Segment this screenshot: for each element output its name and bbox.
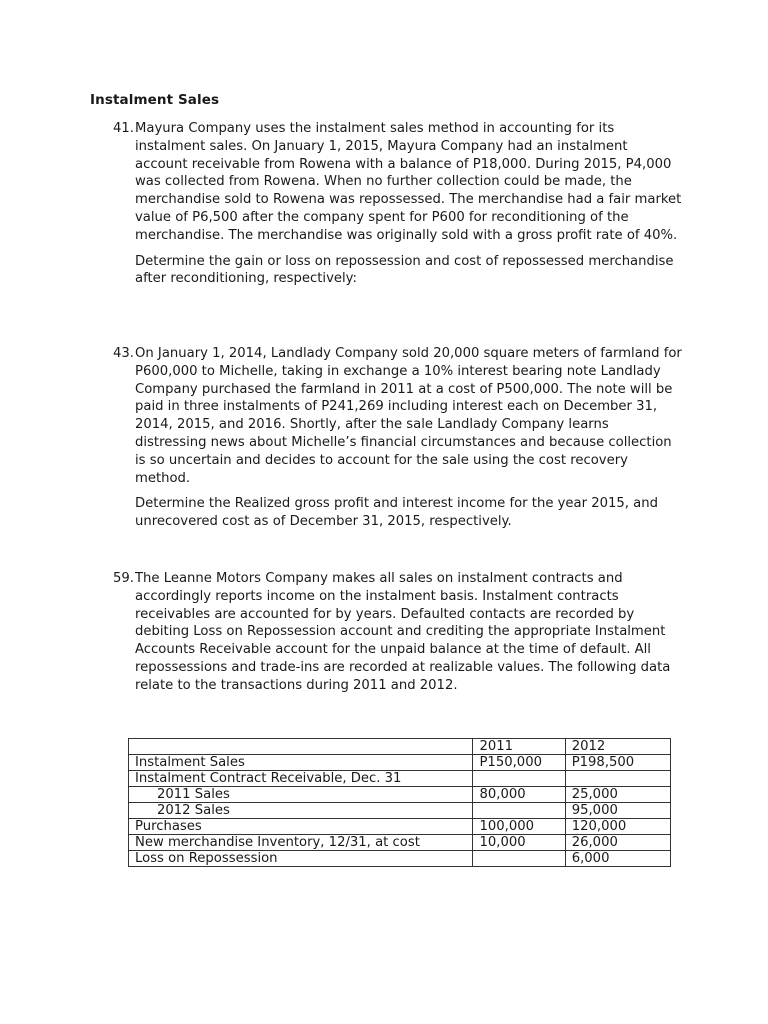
table-header-row [129, 739, 671, 755]
table-cell [473, 771, 565, 787]
table-cell: New merchandise Inventory, 12/31, at cost [129, 835, 473, 851]
problem-41 [113, 120, 683, 288]
table-cell: 6,000 [565, 851, 670, 867]
table-cell [565, 771, 670, 787]
table-cell: 25,000 [565, 787, 670, 803]
table-cell: 10,000 [473, 835, 565, 851]
problem-body: Mayura Company uses the instalment sales method in accounting for its instalment sales. On January 1, 2015, Mayura Company had an instalment account receivable from Rowena with a balance of P18,000. During 2015, P4,000 was collected from Rowena. When no further collection could be made, the merchandise sold to Rowena was repossessed. The merchandise had a fair market value of P6,500 after the company spent for P600 for reconditioning of the merchandise. The merchandise was originally sold with a gross profit rate of 40%. [135, 121, 682, 243]
table-cell: 80,000 [473, 787, 565, 803]
problem-number: 41. [113, 121, 134, 136]
table-cell: 120,000 [565, 819, 670, 835]
table-cell: 2011 [473, 739, 565, 755]
table-cell: 95,000 [565, 803, 670, 819]
table-cell: P198,500 [565, 755, 670, 771]
table-cell: Purchases [129, 819, 473, 835]
section-heading: Instalment Sales [90, 92, 220, 108]
table-cell [473, 851, 565, 867]
table-row [129, 787, 671, 803]
table-cell: P150,000 [473, 755, 565, 771]
problem-43 [113, 345, 683, 531]
problem-question: Determine the gain or loss on repossession and cost of repossessed merchandise after reconditioning, respectively: [135, 253, 674, 287]
problem-59 [113, 570, 683, 695]
table-cell: 26,000 [565, 835, 670, 851]
problem-number: 43. [113, 346, 134, 361]
table-row [129, 819, 671, 835]
problem-question: Determine the Realized gross profit and interest income for the year 2015, and unrecovered cost as of December 31, 2015, respectively. [135, 496, 658, 530]
table-cell: Instalment Sales [129, 755, 473, 771]
table-row [129, 771, 671, 787]
problem-body: The Leanne Motors Company makes all sales on instalment contracts and accordingly reports income on the instalment basis. Instalment contracts receivables are accounted for by years. Defaulted contacts are recorded by debiting Loss on Repossession account and crediting the appropriate Instalment Accounts Receivable account for the unpaid balance at the time of default. All repossessions and trade-ins are recorded at realizable values. The following data relate to the transactions during 2011 and 2012. [135, 571, 671, 693]
table-row [129, 803, 671, 819]
table-row [129, 851, 671, 867]
table-cell: Instalment Contract Receivable, Dec. 31 [129, 771, 473, 787]
table-row [129, 755, 671, 771]
table-cell [129, 739, 473, 755]
problem-number: 59. [113, 571, 134, 586]
table-cell: 100,000 [473, 819, 565, 835]
table-cell: Loss on Repossession [129, 851, 473, 867]
table-cell: 2012 Sales [129, 803, 473, 819]
table-row [129, 835, 671, 851]
transactions-table [128, 738, 671, 867]
table-cell: 2011 Sales [129, 787, 473, 803]
problem-body: On January 1, 2014, Landlady Company sold 20,000 square meters of farmland for P600,000 to Michelle, taking in exchange a 10% interest bearing note Landlady Company purchased the farmland in 2011 at a cost of P500,000. The note will be paid in three instalments of P241,269 including interest each on December 31, 2014, 2015, and 2016. Shortly, after the sale Landlady Company learns distressing news about Michelle’s financial circumstances and because collection is so uncertain and decides to account for the sale using the cost recovery method. [135, 346, 682, 486]
table-cell: 2012 [565, 739, 670, 755]
table-cell [473, 803, 565, 819]
